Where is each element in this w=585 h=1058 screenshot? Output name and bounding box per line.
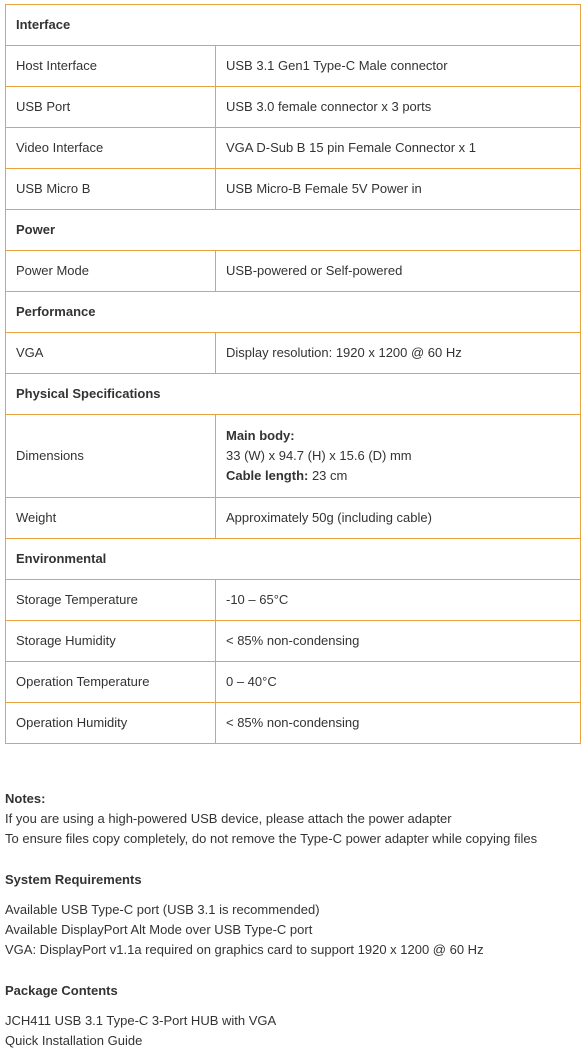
spec-row bbox=[6, 46, 581, 87]
spec-value: Approximately 50g (including cable) bbox=[216, 498, 581, 539]
requirement-line: Available DisplayPort Alt Mode over USB Type-C port bbox=[5, 922, 313, 937]
requirement-line: Available USB Type-C port (USB 3.1 is recommended) bbox=[5, 902, 320, 917]
system-requirements-block bbox=[5, 870, 580, 960]
main-body-value: 33 (W) x 94.7 (H) x 15.6 (D) mm bbox=[226, 448, 412, 463]
spec-table bbox=[5, 4, 581, 744]
main-body-label: Main body: bbox=[226, 428, 295, 443]
spec-value-dimensions bbox=[216, 415, 581, 498]
spec-value: USB 3.1 Gen1 Type-C Male connector bbox=[216, 46, 581, 87]
spec-row bbox=[6, 580, 581, 621]
spec-row bbox=[6, 87, 581, 128]
section-row-interface bbox=[6, 5, 581, 46]
requirement-line: VGA: DisplayPort v1.1a required on graphics card to support 1920 x 1200 @ 60 Hz bbox=[5, 942, 484, 957]
section-title: Power bbox=[6, 210, 581, 251]
spec-label: USB Micro B bbox=[6, 169, 216, 210]
spec-label: Host Interface bbox=[6, 46, 216, 87]
spec-row bbox=[6, 621, 581, 662]
cable-length-label: Cable length: bbox=[226, 468, 309, 483]
spec-row bbox=[6, 251, 581, 292]
package-contents-heading: Package Contents bbox=[5, 983, 118, 998]
notes-heading: Notes: bbox=[5, 791, 46, 806]
spec-label: VGA bbox=[6, 333, 216, 374]
spec-value: Display resolution: 1920 x 1200 @ 60 Hz bbox=[216, 333, 581, 374]
spec-label: Weight bbox=[6, 498, 216, 539]
section-title: Physical Specifications bbox=[6, 374, 581, 415]
spec-row bbox=[6, 703, 581, 744]
spec-row-dimensions bbox=[6, 415, 581, 498]
spec-value: VGA D-Sub B 15 pin Female Connector x 1 bbox=[216, 128, 581, 169]
spec-row bbox=[6, 662, 581, 703]
spec-label: Dimensions bbox=[6, 415, 216, 498]
spec-label: Power Mode bbox=[6, 251, 216, 292]
spec-value: USB 3.0 female connector x 3 ports bbox=[216, 87, 581, 128]
spec-value: 0 – 40°C bbox=[216, 662, 581, 703]
cable-length-value: 23 cm bbox=[308, 468, 348, 483]
section-row-performance bbox=[6, 292, 581, 333]
spec-value: -10 – 65°C bbox=[216, 580, 581, 621]
spec-value: USB Micro-B Female 5V Power in bbox=[216, 169, 581, 210]
section-row-physical bbox=[6, 374, 581, 415]
spec-row bbox=[6, 128, 581, 169]
notes-line: To ensure files copy completely, do not remove the Type-C power adapter while copying files bbox=[5, 831, 538, 846]
package-line: Quick Installation Guide bbox=[5, 1033, 143, 1048]
notes-line: If you are using a high-powered USB device, please attach the power adapter bbox=[5, 811, 452, 826]
spec-label: Storage Humidity bbox=[6, 621, 216, 662]
section-row-environmental bbox=[6, 539, 581, 580]
spec-row bbox=[6, 498, 581, 539]
section-title: Interface bbox=[6, 5, 581, 46]
spec-value: < 85% non-condensing bbox=[216, 703, 581, 744]
spec-label: Operation Temperature bbox=[6, 662, 216, 703]
spec-label: Operation Humidity bbox=[6, 703, 216, 744]
spec-row bbox=[6, 333, 581, 374]
spec-label: Video Interface bbox=[6, 128, 216, 169]
spec-label: Storage Temperature bbox=[6, 580, 216, 621]
section-title: Performance bbox=[6, 292, 581, 333]
section-row-power bbox=[6, 210, 581, 251]
section-title: Environmental bbox=[6, 539, 581, 580]
notes-block bbox=[5, 789, 580, 849]
spec-value: USB-powered or Self-powered bbox=[216, 251, 581, 292]
spec-label: USB Port bbox=[6, 87, 216, 128]
package-contents-block bbox=[5, 981, 580, 1051]
spec-row bbox=[6, 169, 581, 210]
spec-value: < 85% non-condensing bbox=[216, 621, 581, 662]
system-requirements-heading: System Requirements bbox=[5, 872, 142, 887]
package-line: JCH411 USB 3.1 Type-C 3-Port HUB with VGA bbox=[5, 1013, 277, 1028]
